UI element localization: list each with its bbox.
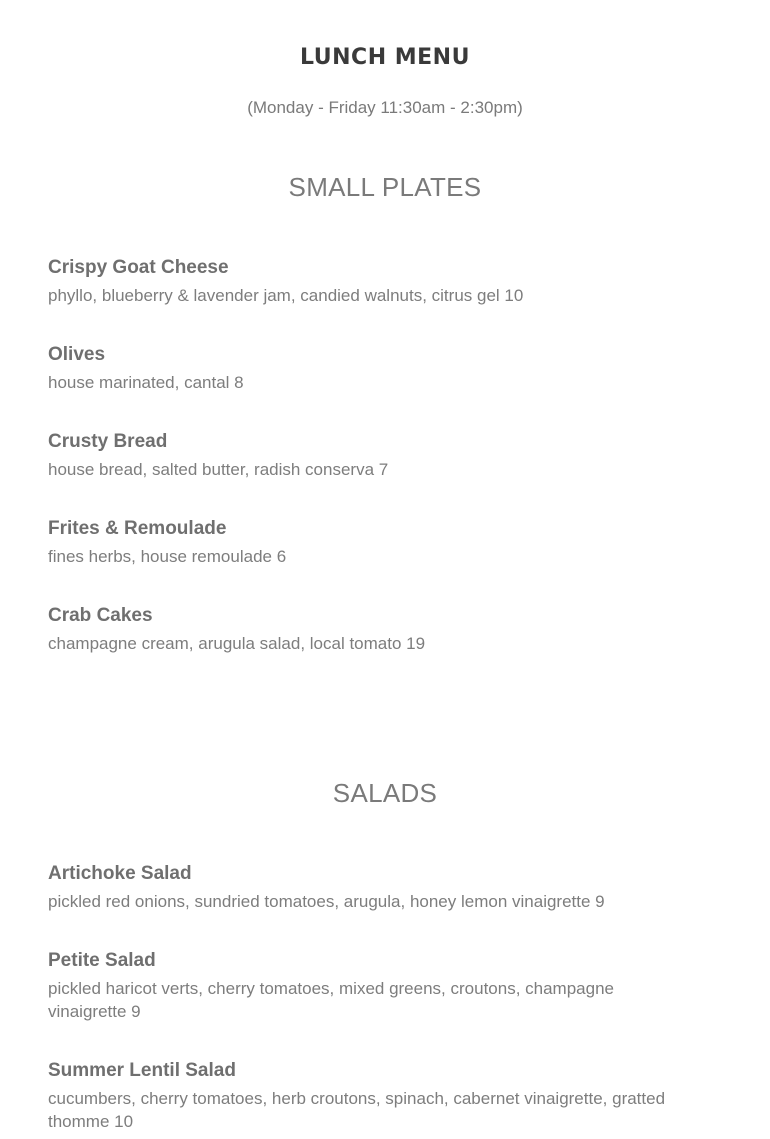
menu-item (48, 949, 668, 1023)
menu-item (48, 1059, 668, 1133)
item-description: champagne cream, arugula salad, local tomato 19 (48, 634, 426, 653)
item-description: cucumbers, cherry tomatoes, herb croutons, spinach, cabernet vinaigrette, gratted thomme 10 (48, 1089, 666, 1131)
menu-title: LUNCH MENU (300, 45, 470, 70)
item-name: Petite Salad (48, 950, 156, 971)
item-name: Frites & Remoulade (48, 518, 227, 539)
item-description: house marinated, cantal 8 (48, 373, 244, 392)
item-description: pickled haricot verts, cherry tomatoes, mixed greens, croutons, champagne vinaigrette 9 (48, 979, 614, 1021)
item-name: Crab Cakes (48, 605, 153, 626)
menu-item (48, 604, 668, 655)
menu-item (48, 256, 668, 307)
menu-item (48, 517, 668, 568)
menu-item (48, 430, 668, 481)
item-name: Olives (48, 344, 106, 365)
item-name: Crusty Bread (48, 431, 168, 452)
item-description: pickled red onions, sundried tomatoes, arugula, honey lemon vinaigrette 9 (48, 892, 605, 911)
section-heading-salads: SALADS (332, 778, 438, 808)
item-description: house bread, salted butter, radish conserva 7 (48, 460, 389, 479)
menu-item (48, 862, 668, 913)
item-name: Summer Lentil Salad (48, 1060, 236, 1081)
item-description: phyllo, blueberry & lavender jam, candied walnuts, citrus gel 10 (48, 286, 524, 305)
item-name: Crispy Goat Cheese (48, 257, 229, 278)
menu-item (48, 343, 668, 394)
item-name: Artichoke Salad (48, 863, 192, 884)
menu-hours: (Monday - Friday 11:30am - 2:30pm) (247, 98, 523, 117)
item-description: fines herbs, house remoulade 6 (48, 547, 287, 566)
section-heading-small-plates: SMALL PLATES (288, 172, 482, 202)
